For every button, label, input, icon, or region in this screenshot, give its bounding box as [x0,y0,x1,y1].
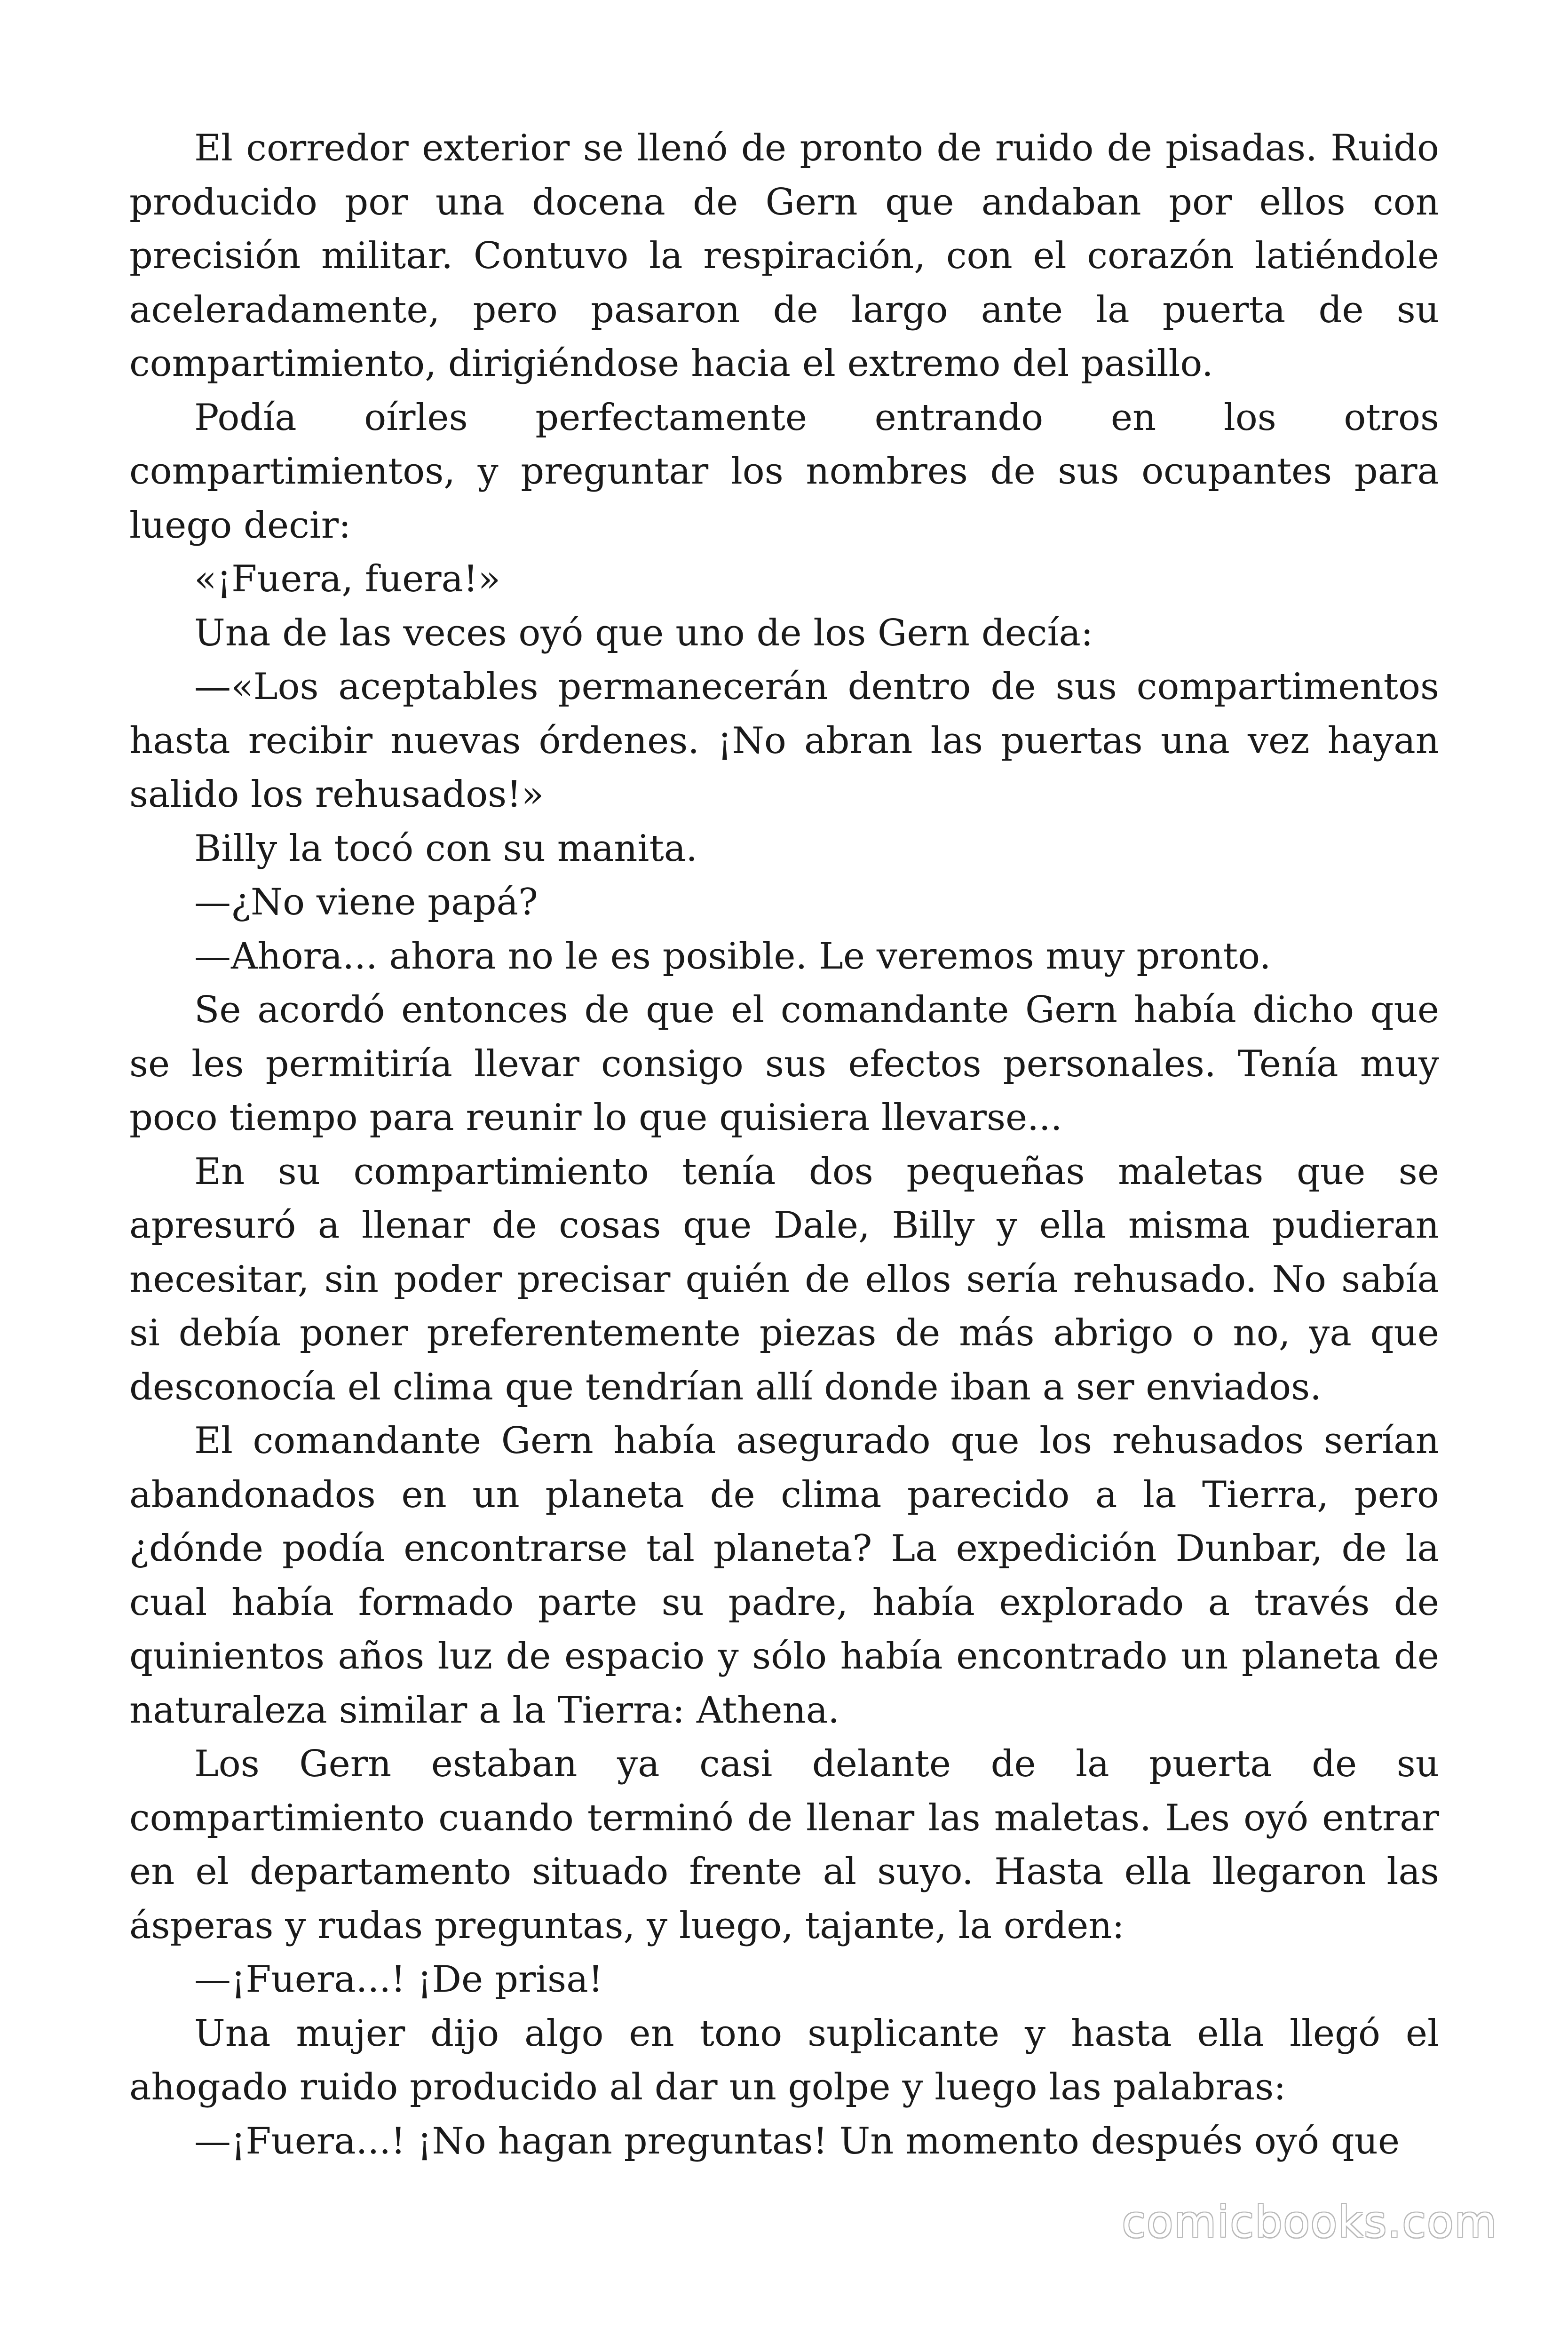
paragraph: En su compartimiento tenía dos pequeñas maletas que se apresuró a llenar de cosas que Dale, Billy y ella misma pudieran necesitar, sin poder precisar quién de ellos sería rehusado. No sabía si debía poner preferentemente piezas de más abrigo o no, ya que desconocía el clima que tendrían allí donde iban a ser enviados. [129,1150,1439,1408]
paragraph: —¡Fuera...! ¡De prisa! [194,1958,603,2001]
paragraph: El corredor exterior se llenó de pronto de ruido de pisadas. Ruido producido por una docena de Gern que andaban por ellos con precisión militar. Contuvo la respiración, con el corazón latiéndole aceleradamente, pero pasaron de largo ante la puerta de su compartimiento, dirigiéndose hacia el extremo del pasillo. [129,127,1439,385]
body-text [129,121,1439,2168]
paragraph: —«Los aceptables permanecerán dentro de sus compartimentos hasta recibir nuevas órdenes. ¡No abran las puertas una vez hayan salido los rehusados!» [129,666,1439,816]
paragraph: El comandante Gern había asegurado que los rehusados serían abandonados en un planeta de clima parecido a la Tierra, pero ¿dónde podía encontrarse tal planeta? La expedición Dunbar, de la cual había formado parte su padre, había explorado a través de quinientos años luz de espacio y sólo había encontrado un planeta de naturaleza similar a la Tierra: Athena. [129,1420,1439,1732]
watermark: comicbooks.com [1122,2197,1497,2247]
paragraph: —¿No viene papá? [194,881,538,923]
paragraph: Billy la tocó con su manita. [194,827,698,870]
paragraph: Podía oírles perfectamente entrando en los otros compartimientos, y preguntar los nombres de sus ocupantes para luego decir: [129,396,1439,547]
paragraph: Una de las veces oyó que uno de los Gern decía: [194,612,1093,654]
paragraph: «¡Fuera, fuera!» [194,558,501,600]
paragraph: —Ahora... ahora no le es posible. Le veremos muy pronto. [194,935,1271,977]
paragraph: Una mujer dijo algo en tono suplicante y hasta ella llegó el ahogado ruido producido al dar un golpe y luego las palabras: [129,2012,1439,2108]
paragraph: Se acordó entonces de que el comandante Gern había dicho que se les permitiría llevar consigo sus efectos personales. Tenía muy poco tiempo para reunir lo que quisiera llevarse... [129,989,1439,1139]
paragraph: Los Gern estaban ya casi delante de la puerta de su compartimiento cuando terminó de llenar las maletas. Les oyó entrar en el departamento situado frente al suyo. Hasta ella llegaron las ásperas y rudas preguntas, y luego, tajante, la orden: [129,1743,1439,1947]
paragraph: —¡Fuera...! ¡No hagan preguntas! Un momento después oyó que [194,2120,1400,2162]
